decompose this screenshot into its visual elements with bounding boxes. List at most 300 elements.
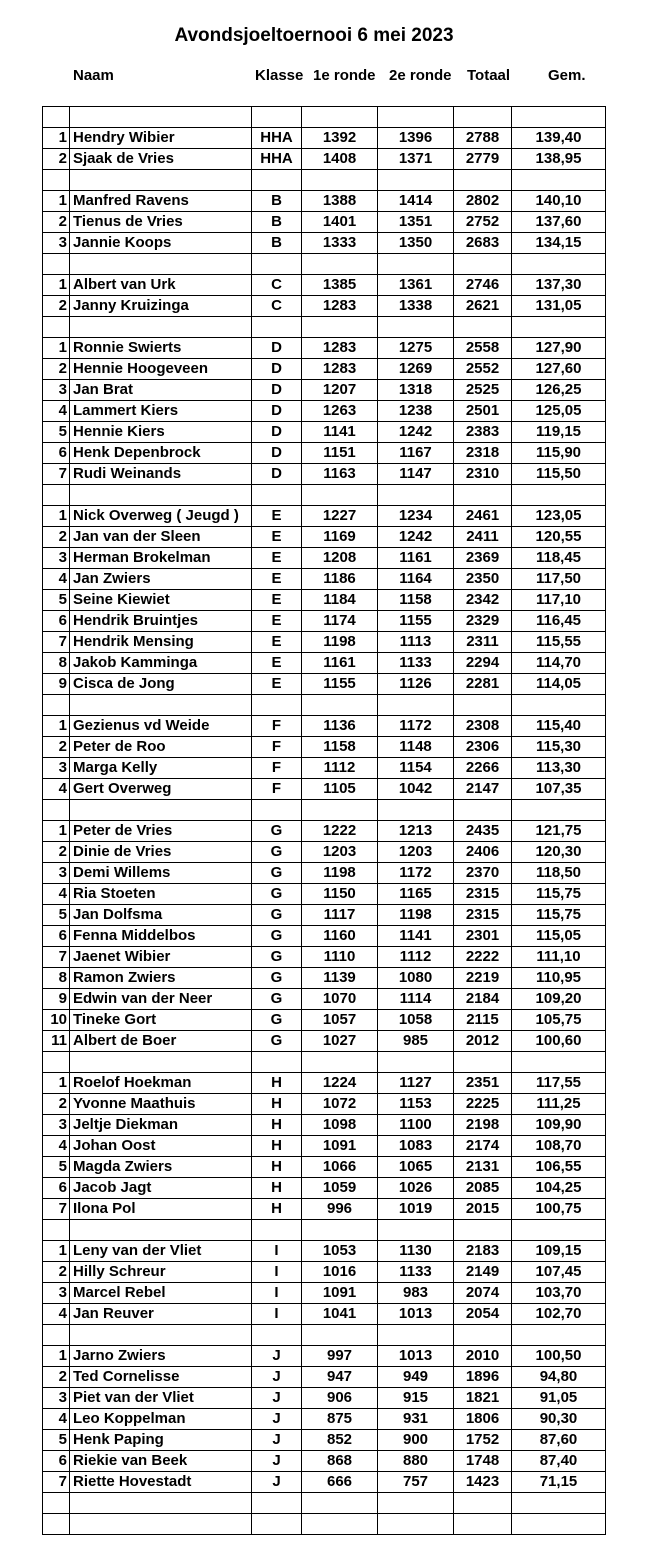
rank-cell: 6 [43,443,70,464]
name-cell: Henk Paping [70,1430,252,1451]
class-cell: D [252,464,302,485]
rank-cell: 2 [43,527,70,548]
round2-cell: 1148 [378,737,454,758]
rank-cell [43,1493,70,1514]
class-cell [252,485,302,506]
round2-cell [378,1514,454,1535]
average-cell: 100,75 [512,1199,606,1220]
total-cell [454,695,512,716]
rank-cell: 1 [43,1346,70,1367]
round1-cell: 1184 [302,590,378,611]
class-cell: J [252,1430,302,1451]
round2-cell: 1065 [378,1157,454,1178]
name-cell: Ilona Pol [70,1199,252,1220]
rank-cell: 7 [43,947,70,968]
total-cell [454,317,512,338]
name-cell: Hilly Schreur [70,1262,252,1283]
spacer-row [43,254,606,275]
rank-cell: 8 [43,653,70,674]
average-cell: 109,90 [512,1115,606,1136]
table-row [43,149,606,170]
total-cell [454,1514,512,1535]
rank-cell: 4 [43,569,70,590]
round2-cell: 1133 [378,653,454,674]
rank-cell: 5 [43,1157,70,1178]
class-cell: D [252,401,302,422]
average-cell: 131,05 [512,296,606,317]
total-cell: 2266 [454,758,512,779]
round2-cell: 1158 [378,590,454,611]
round1-cell: 1053 [302,1241,378,1262]
round1-cell: 1174 [302,611,378,632]
total-cell: 2369 [454,548,512,569]
average-cell: 94,80 [512,1367,606,1388]
average-cell: 107,45 [512,1262,606,1283]
table-row [43,1367,606,1388]
name-cell: Fenna Middelbos [70,926,252,947]
average-cell: 140,10 [512,191,606,212]
table-row [43,1199,606,1220]
round1-cell: 1163 [302,464,378,485]
round2-cell: 1113 [378,632,454,653]
table-row [43,128,606,149]
round2-cell: 1198 [378,905,454,926]
round2-cell [378,695,454,716]
average-cell: 114,70 [512,653,606,674]
rank-cell [43,1325,70,1346]
average-cell: 115,50 [512,464,606,485]
round1-cell: 1283 [302,338,378,359]
average-cell: 120,55 [512,527,606,548]
class-cell: G [252,926,302,947]
average-cell: 123,05 [512,506,606,527]
spacer-row [43,1325,606,1346]
name-cell [70,800,252,821]
rank-cell: 1 [43,716,70,737]
name-cell: Sjaak de Vries [70,149,252,170]
header-klasse: Klasse [255,67,304,84]
total-cell: 2219 [454,968,512,989]
class-cell: I [252,1241,302,1262]
class-cell: E [252,506,302,527]
total-cell: 2411 [454,527,512,548]
spacer-row [43,1493,606,1514]
average-cell: 104,25 [512,1178,606,1199]
total-cell: 2149 [454,1262,512,1283]
round2-cell: 1112 [378,947,454,968]
rank-cell: 2 [43,149,70,170]
class-cell: HHA [252,128,302,149]
class-cell: G [252,863,302,884]
average-cell: 115,55 [512,632,606,653]
round2-cell: 880 [378,1451,454,1472]
table-row [43,1409,606,1430]
average-cell [512,1220,606,1241]
total-cell [454,1052,512,1073]
round2-cell: 1161 [378,548,454,569]
name-cell [70,1325,252,1346]
rank-cell: 1 [43,1241,70,1262]
total-cell: 2315 [454,905,512,926]
name-cell: Leo Koppelman [70,1409,252,1430]
total-cell [454,170,512,191]
header-ronde1: 1e ronde [313,67,376,84]
average-cell [512,1514,606,1535]
table-row [43,1430,606,1451]
average-cell: 103,70 [512,1283,606,1304]
average-cell: 117,55 [512,1073,606,1094]
name-cell [70,317,252,338]
total-cell: 2383 [454,422,512,443]
round1-cell: 1098 [302,1115,378,1136]
class-cell: H [252,1199,302,1220]
round1-cell: 1207 [302,380,378,401]
average-cell: 127,90 [512,338,606,359]
total-cell: 2315 [454,884,512,905]
round1-cell: 1392 [302,128,378,149]
average-cell: 115,75 [512,905,606,926]
round1-cell: 1091 [302,1283,378,1304]
class-cell [252,1220,302,1241]
round2-cell: 1238 [378,401,454,422]
name-cell: Ted Cornelisse [70,1367,252,1388]
average-cell: 102,70 [512,1304,606,1325]
name-cell: Albert de Boer [70,1031,252,1052]
rank-cell: 3 [43,233,70,254]
rank-cell: 9 [43,989,70,1010]
total-cell: 2552 [454,359,512,380]
average-cell: 118,45 [512,548,606,569]
round1-cell: 1263 [302,401,378,422]
table-row [43,926,606,947]
class-cell [252,107,302,128]
spacer-row [43,800,606,821]
round2-cell: 1100 [378,1115,454,1136]
results-body [43,107,606,1535]
name-cell: Nick Overweg ( Jeugd ) [70,506,252,527]
rank-cell: 6 [43,1451,70,1472]
average-cell: 110,95 [512,968,606,989]
table-row [43,1241,606,1262]
name-cell: Magda Zwiers [70,1157,252,1178]
total-cell: 2525 [454,380,512,401]
round2-cell: 1269 [378,359,454,380]
rank-cell: 5 [43,590,70,611]
rank-cell: 5 [43,905,70,926]
round1-cell: 1169 [302,527,378,548]
class-cell: E [252,632,302,653]
class-cell: E [252,674,302,695]
class-cell: J [252,1472,302,1493]
name-cell: Rudi Weinands [70,464,252,485]
round1-cell: 1057 [302,1010,378,1031]
name-cell: Jarno Zwiers [70,1346,252,1367]
class-cell: D [252,359,302,380]
rank-cell [43,485,70,506]
round2-cell: 1396 [378,128,454,149]
rank-cell [43,107,70,128]
name-cell: Roelof Hoekman [70,1073,252,1094]
table-row [43,338,606,359]
total-cell: 2406 [454,842,512,863]
class-cell: G [252,968,302,989]
total-cell: 2306 [454,737,512,758]
round2-cell: 931 [378,1409,454,1430]
name-cell: Seine Kiewiet [70,590,252,611]
table-row [43,716,606,737]
class-cell: E [252,569,302,590]
round2-cell: 1126 [378,674,454,695]
class-cell: D [252,443,302,464]
round1-cell [302,485,378,506]
name-cell: Edwin van der Neer [70,989,252,1010]
name-cell: Henk Depenbrock [70,443,252,464]
round2-cell: 915 [378,1388,454,1409]
round1-cell: 1333 [302,233,378,254]
round1-cell: 1105 [302,779,378,800]
round2-cell [378,485,454,506]
round2-cell: 1127 [378,1073,454,1094]
table-row [43,422,606,443]
class-cell: G [252,884,302,905]
name-cell [70,1052,252,1073]
round2-cell: 1141 [378,926,454,947]
name-cell: Jacob Jagt [70,1178,252,1199]
name-cell: Piet van der Vliet [70,1388,252,1409]
spacer-row [43,695,606,716]
average-cell: 114,05 [512,674,606,695]
rank-cell [43,170,70,191]
rank-cell [43,1220,70,1241]
round2-cell: 1213 [378,821,454,842]
total-cell [454,800,512,821]
name-cell: Johan Oost [70,1136,252,1157]
table-row [43,863,606,884]
rank-cell: 2 [43,296,70,317]
table-row [43,548,606,569]
round2-cell: 985 [378,1031,454,1052]
round2-cell [378,1493,454,1514]
class-cell: G [252,821,302,842]
total-cell: 2198 [454,1115,512,1136]
spacer-row [43,485,606,506]
name-cell [70,107,252,128]
round1-cell: 1027 [302,1031,378,1052]
rank-cell: 9 [43,674,70,695]
average-cell: 87,60 [512,1430,606,1451]
rank-cell [43,1052,70,1073]
name-cell: Demi Willems [70,863,252,884]
average-cell: 115,05 [512,926,606,947]
class-cell: J [252,1367,302,1388]
round1-cell: 1110 [302,947,378,968]
average-cell: 115,40 [512,716,606,737]
rank-cell: 1 [43,128,70,149]
table-row [43,569,606,590]
rank-cell: 8 [43,968,70,989]
round1-cell: 1203 [302,842,378,863]
round2-cell: 1130 [378,1241,454,1262]
round1-cell: 1016 [302,1262,378,1283]
round2-cell [378,1220,454,1241]
rank-cell [43,695,70,716]
table-row [43,359,606,380]
name-cell: Ramon Zwiers [70,968,252,989]
average-cell [512,1052,606,1073]
class-cell: B [252,233,302,254]
name-cell: Gert Overweg [70,779,252,800]
name-cell: Peter de Vries [70,821,252,842]
total-cell [454,254,512,275]
round1-cell [302,1052,378,1073]
rank-cell: 2 [43,842,70,863]
round1-cell: 1059 [302,1178,378,1199]
total-cell: 2115 [454,1010,512,1031]
name-cell: Lammert Kiers [70,401,252,422]
table-row [43,884,606,905]
rank-cell [43,317,70,338]
class-cell: I [252,1304,302,1325]
rank-cell [43,254,70,275]
total-cell: 1821 [454,1388,512,1409]
class-cell: F [252,716,302,737]
table-row [43,947,606,968]
round1-cell: 1161 [302,653,378,674]
round2-cell: 949 [378,1367,454,1388]
class-cell: D [252,422,302,443]
table-row [43,1178,606,1199]
table-row [43,275,606,296]
total-cell [454,1325,512,1346]
average-cell: 137,30 [512,275,606,296]
total-cell: 2012 [454,1031,512,1052]
round2-cell: 1172 [378,863,454,884]
round2-cell: 1414 [378,191,454,212]
table-row [43,1031,606,1052]
table-row [43,1094,606,1115]
name-cell: Ria Stoeten [70,884,252,905]
class-cell: C [252,275,302,296]
class-cell: E [252,653,302,674]
total-cell: 1806 [454,1409,512,1430]
total-cell: 1752 [454,1430,512,1451]
round1-cell: 1208 [302,548,378,569]
table-row [43,1472,606,1493]
table-row [43,1073,606,1094]
name-cell [70,485,252,506]
rank-cell: 3 [43,1388,70,1409]
name-cell [70,254,252,275]
round2-cell [378,254,454,275]
average-cell: 107,35 [512,779,606,800]
round1-cell: 1150 [302,884,378,905]
round1-cell: 1066 [302,1157,378,1178]
name-cell: Jaenet Wibier [70,947,252,968]
round2-cell: 1153 [378,1094,454,1115]
rank-cell: 2 [43,737,70,758]
rank-cell: 4 [43,884,70,905]
rank-cell: 1 [43,821,70,842]
table-row [43,527,606,548]
rank-cell: 3 [43,380,70,401]
class-cell: G [252,842,302,863]
round2-cell: 1275 [378,338,454,359]
name-cell: Ronnie Swierts [70,338,252,359]
total-cell: 2183 [454,1241,512,1262]
class-cell [252,1052,302,1073]
round1-cell [302,317,378,338]
table-row [43,1115,606,1136]
class-cell: D [252,380,302,401]
class-cell: E [252,548,302,569]
average-cell: 120,30 [512,842,606,863]
rank-cell: 2 [43,1094,70,1115]
round1-cell: 1160 [302,926,378,947]
total-cell: 2308 [454,716,512,737]
class-cell: C [252,296,302,317]
round2-cell: 1338 [378,296,454,317]
round2-cell: 1172 [378,716,454,737]
class-cell: B [252,191,302,212]
page-title: Avondsjoeltoernooi 6 mei 2023 [174,25,454,46]
total-cell: 1896 [454,1367,512,1388]
round1-cell: 1186 [302,569,378,590]
name-cell: Jan Brat [70,380,252,401]
average-cell: 90,30 [512,1409,606,1430]
class-cell: HHA [252,149,302,170]
name-cell [70,170,252,191]
total-cell: 2621 [454,296,512,317]
round1-cell [302,1325,378,1346]
average-cell: 134,15 [512,233,606,254]
round2-cell: 1155 [378,611,454,632]
round1-cell: 906 [302,1388,378,1409]
average-cell: 115,75 [512,884,606,905]
class-cell: E [252,611,302,632]
average-cell: 105,75 [512,1010,606,1031]
total-cell: 2174 [454,1136,512,1157]
total-cell: 2370 [454,863,512,884]
round1-cell: 1041 [302,1304,378,1325]
round2-cell: 1361 [378,275,454,296]
rank-cell: 7 [43,1472,70,1493]
total-cell: 2779 [454,149,512,170]
table-row [43,653,606,674]
round2-cell: 1318 [378,380,454,401]
round1-cell: 1283 [302,296,378,317]
round2-cell: 1234 [378,506,454,527]
average-cell: 100,60 [512,1031,606,1052]
rank-cell: 5 [43,422,70,443]
table-row [43,1136,606,1157]
round2-cell: 1167 [378,443,454,464]
average-cell [512,485,606,506]
round1-cell: 1224 [302,1073,378,1094]
class-cell: H [252,1115,302,1136]
name-cell: Riekie van Beek [70,1451,252,1472]
rank-cell: 2 [43,1262,70,1283]
average-cell: 125,05 [512,401,606,422]
round2-cell: 1114 [378,989,454,1010]
round2-cell: 1058 [378,1010,454,1031]
total-cell: 2294 [454,653,512,674]
total-cell: 2225 [454,1094,512,1115]
class-cell: D [252,338,302,359]
average-cell: 71,15 [512,1472,606,1493]
class-cell [252,1493,302,1514]
total-cell: 2461 [454,506,512,527]
round2-cell: 1147 [378,464,454,485]
